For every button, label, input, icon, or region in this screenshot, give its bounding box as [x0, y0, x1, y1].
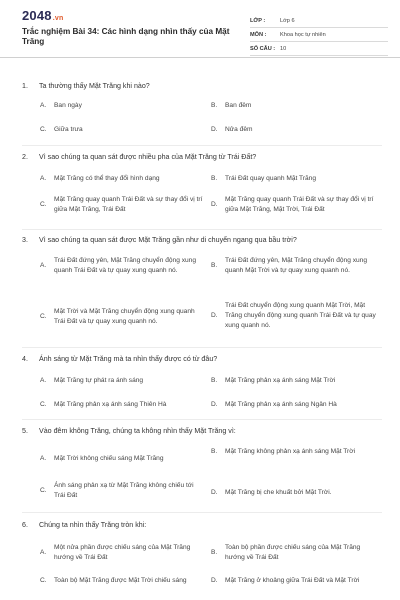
question-3-option-c[interactable]	[40, 307, 206, 327]
question-number: 6.	[22, 521, 28, 529]
question-divider	[22, 229, 382, 230]
option-text: Trái Đất chuyển động xung quanh Mặt Trời, Mặt Trăng chuyển động xung quanh Trái Đất và tự quay xung quanh nó.	[225, 302, 376, 329]
option-text: Mặt Trăng không phản xạ ánh sáng Mặt Trời	[225, 448, 356, 455]
option-label: D.	[211, 311, 218, 319]
question-divider	[22, 419, 382, 420]
question-2-option-b[interactable]	[211, 174, 381, 184]
quiz-meta-table	[250, 14, 388, 56]
question-2-text	[22, 153, 256, 161]
question-4-option-b[interactable]	[211, 376, 381, 386]
question-6-option-b[interactable]	[211, 543, 379, 563]
question-number: 3.	[22, 236, 28, 244]
question-1-text	[22, 82, 150, 90]
question-4-option-d[interactable]	[211, 400, 381, 410]
option-text: Mặt Trăng phản xạ ánh sáng Ngân Hà	[225, 401, 337, 408]
meta-key: MÔN :	[250, 31, 267, 38]
option-label: A.	[40, 175, 47, 182]
meta-value: Khoa học tự nhiên	[280, 31, 326, 38]
option-label: A.	[40, 455, 47, 462]
option-text: Mặt Trời và Mặt Trăng chuyển động xung quanh Trái Đất và tự quay xung quanh nó.	[54, 308, 195, 325]
question-2-option-d[interactable]	[211, 195, 381, 215]
question-4-option-c[interactable]	[40, 400, 205, 410]
option-text: Mặt Trăng ở khoảng giữa Trái Đất và Mặt Trời	[225, 577, 360, 584]
meta-value: 10	[280, 45, 287, 52]
question-divider	[22, 512, 382, 513]
option-text: Ánh sáng phản xạ từ Mặt Trăng không chiếu tới Trái Đất	[54, 482, 194, 499]
question-5-option-c[interactable]	[40, 481, 200, 501]
option-label: C.	[40, 126, 47, 133]
question-1-option-a[interactable]	[40, 101, 200, 111]
option-text: Trái Đất đứng yên, Mặt Trăng chuyển động xung quanh Mặt Trời và tự quay xung quanh nó.	[225, 257, 367, 274]
question-2-option-c[interactable]	[40, 195, 205, 215]
question-5-option-b[interactable]	[211, 447, 379, 457]
question-body: Ta thường thấy Mặt Trăng khi nào?	[39, 82, 150, 90]
option-label: D.	[211, 200, 218, 208]
option-label: C.	[40, 577, 47, 584]
question-body: Ánh sáng từ Mặt Trăng mà ta nhìn thấy được có từ đâu?	[39, 355, 218, 363]
option-label: D.	[211, 401, 218, 408]
option-label: B.	[211, 377, 218, 384]
question-6-option-d[interactable]	[211, 576, 379, 586]
meta-key: LỚP :	[250, 17, 266, 24]
question-3-option-d[interactable]	[211, 301, 381, 331]
option-text: Ban ngày	[54, 102, 82, 109]
question-number: 1.	[22, 82, 28, 90]
option-label: D.	[211, 489, 218, 496]
question-6-option-c[interactable]	[40, 576, 200, 586]
option-text: Một nửa phần được chiếu sáng của Mặt Trăng hướng về Trái Đất	[54, 544, 191, 561]
option-text: Toàn bộ Mặt Trăng được Mặt Trời chiếu sáng	[54, 577, 187, 584]
question-1-option-c[interactable]	[40, 125, 200, 135]
option-label: A.	[40, 261, 47, 269]
option-label: C.	[40, 486, 47, 494]
question-body: Vì sao chúng ta quan sát được nhiều pha của Mặt Trăng từ Trái Đất?	[39, 153, 257, 161]
option-text: Giữa trưa	[54, 126, 83, 133]
option-text: Mặt Trăng có thể thay đổi hình dạng	[54, 175, 160, 182]
question-3-option-a[interactable]	[40, 256, 206, 276]
option-label: D.	[211, 577, 218, 584]
option-text: Trái Đất quay quanh Mặt Trăng	[225, 175, 317, 182]
question-4-text	[22, 355, 217, 363]
option-text: Mặt Trăng phản xạ ánh sáng Mặt Trời	[225, 377, 336, 384]
question-3-text	[22, 236, 297, 244]
question-number: 4.	[22, 355, 28, 363]
question-body: Chúng ta nhìn thấy Trăng tròn khi:	[39, 521, 147, 529]
question-number: 5.	[22, 427, 28, 435]
option-label: B.	[211, 448, 218, 455]
question-divider	[22, 145, 382, 146]
option-text: Mặt Trời không chiếu sáng Mặt Trăng	[54, 455, 164, 462]
question-1-option-d[interactable]	[211, 125, 381, 135]
option-label: A.	[40, 548, 47, 556]
question-body: Vào đêm không Trăng, chúng ta không nhìn thấy Mặt Trăng vì:	[39, 427, 236, 435]
question-divider	[22, 347, 382, 348]
option-text: Mặt Trăng phản xạ ánh sáng Thiên Hà	[54, 401, 167, 408]
option-label: D.	[211, 126, 218, 133]
option-label: B.	[211, 548, 218, 556]
question-body: Vì sao chúng ta quan sát được Mặt Trăng gần như di chuyển ngang qua bầu trời?	[39, 236, 297, 244]
meta-row-subject	[250, 28, 388, 42]
option-text: Mặt Trăng quay quanh Trái Đất và sự thay đổi vị trí giữa Mặt Trăng, Mặt Trời, Trái Đất	[225, 196, 374, 213]
option-label: C.	[40, 401, 47, 408]
option-text: Toàn bộ phần được chiếu sáng của Mặt Trăng hướng về Trái Đất	[225, 544, 361, 561]
option-label: B.	[211, 261, 218, 269]
option-label: B.	[211, 102, 218, 109]
option-label: A.	[40, 102, 47, 109]
option-text: Nửa đêm	[225, 126, 253, 133]
quiz-title: Trắc nghiệm Bài 34: Các hình dạng nhìn thấy của Mặt Trăng	[22, 27, 230, 47]
option-text: Mặt Trăng tự phát ra ánh sáng	[54, 377, 144, 384]
question-number: 2.	[22, 153, 28, 161]
meta-key: SỐ CÂU :	[250, 45, 276, 52]
question-3-option-b[interactable]	[211, 256, 381, 276]
meta-value: Lớp 6	[280, 17, 295, 24]
option-text: Mặt Trăng quay quanh Trái Đất và sự thay đổi vị trí giữa Mặt Trăng, Trái Đất	[54, 196, 203, 213]
logo-suffix: .vn	[52, 15, 64, 22]
meta-row-grade	[250, 14, 388, 28]
option-label: B.	[211, 175, 218, 182]
question-1-option-b[interactable]	[211, 101, 381, 111]
question-5-option-d[interactable]	[211, 488, 381, 498]
question-6-text	[22, 521, 146, 529]
question-4-option-a[interactable]	[40, 376, 200, 386]
option-label: C.	[40, 200, 47, 208]
quiz-header	[0, 0, 400, 58]
meta-row-count	[250, 42, 388, 56]
option-text: Ban đêm	[225, 102, 252, 109]
question-5-option-a[interactable]	[40, 454, 200, 464]
question-6-option-a[interactable]	[40, 543, 200, 563]
option-label: A.	[40, 377, 47, 384]
logo-main: 2048	[22, 8, 52, 23]
option-label: C.	[40, 312, 47, 320]
option-text: Trái Đất đứng yên, Mặt Trăng chuyển động xung quanh Trái Đất và tự quay xung quanh nó.	[54, 257, 196, 274]
option-text: Mặt Trăng bị che khuất bởi Mặt Trời.	[225, 489, 332, 496]
question-5-text	[22, 427, 236, 435]
question-2-option-a[interactable]	[40, 174, 200, 184]
